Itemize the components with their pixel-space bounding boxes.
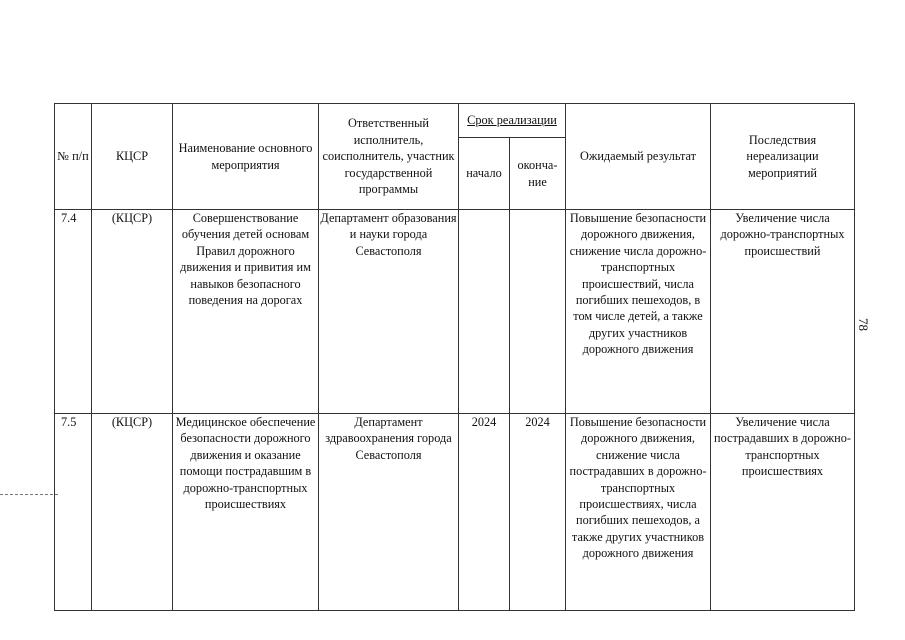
row-end: 2024 xyxy=(510,414,566,611)
header-kcsr: КЦСР xyxy=(92,104,173,210)
table-row xyxy=(55,414,855,611)
row-kcsr: (КЦСР) xyxy=(92,210,173,414)
header-responsible: Ответственный исполнитель, соисполнитель, участник государственной программы xyxy=(319,104,459,210)
row-result: Повышение безопасности дорожного движения, снижение числа дорожно-транспортных происшествий, числа погибших пешеходов, в том числе детей, а также других участников дорожного движения xyxy=(566,210,711,414)
row-num: 7.5 xyxy=(55,414,92,611)
row-end xyxy=(510,210,566,414)
page-number: 78 xyxy=(856,318,871,331)
header-start: начало xyxy=(459,138,510,210)
header-result: Ожидаемый результат xyxy=(566,104,711,210)
row-num: 7.4 xyxy=(55,210,92,414)
header-consequences: Последствия нереализации мероприятий xyxy=(711,104,855,210)
table-row xyxy=(55,210,855,414)
row-result: Повышение безопасности дорожного движения, снижение числа пострадавших в дорожно-транспортных происшествиях, числа погибших пешеходов, а также других участников дорожного движения xyxy=(566,414,711,611)
header-num: № п/п xyxy=(55,104,92,210)
header-term: Срок реализации xyxy=(459,104,566,138)
row-kcsr: (КЦСР) xyxy=(92,414,173,611)
header-name: Наименование основного мероприятия xyxy=(173,104,319,210)
margin-fold-line xyxy=(0,494,58,495)
row-start xyxy=(459,210,510,414)
row-start: 2024 xyxy=(459,414,510,611)
row-name: Совершенствование обучения детей основам Правил дорожного движения и привития им навыков безопасного поведения на дорогах xyxy=(173,210,319,414)
header-end: оконча-ние xyxy=(510,138,566,210)
row-name: Медицинское обеспечение безопасности дорожного движения и оказание помощи пострадавшим в дорожно-транспортных происшествиях xyxy=(173,414,319,611)
row-responsible: Департамент здравоохранения города Севастополя xyxy=(319,414,459,611)
row-consequences: Увеличение числа дорожно-транспортных происшествий xyxy=(711,210,855,414)
measures-table xyxy=(54,103,855,611)
row-consequences: Увеличение числа пострадавших в дорожно-транспортных происшествиях xyxy=(711,414,855,611)
header-row xyxy=(55,104,855,138)
row-responsible: Департамент образования и науки города Севастополя xyxy=(319,210,459,414)
